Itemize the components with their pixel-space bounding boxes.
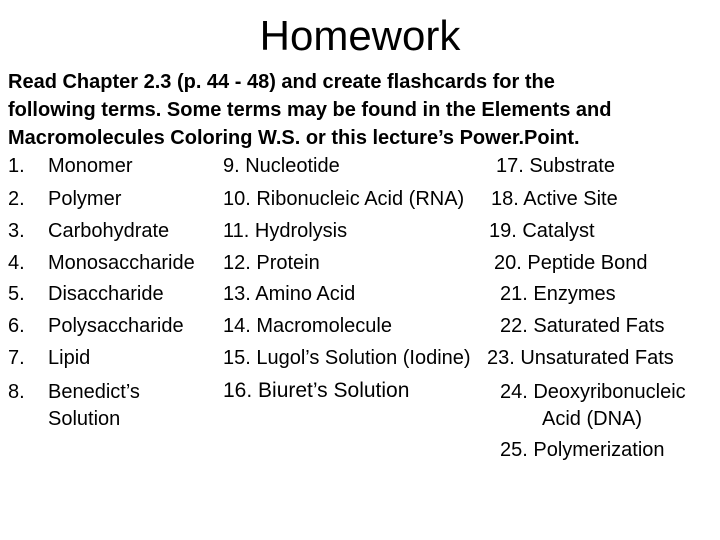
term-number: 7.: [8, 347, 25, 369]
instructions-line: Macromolecules Coloring W.S. or this lecture’s Power.Point.: [8, 127, 580, 149]
instructions-line: following terms. Some terms may be found in the Elements and: [8, 99, 612, 121]
term: Solution: [48, 408, 121, 430]
term: 20. Peptide Bond: [494, 252, 648, 274]
term: 16. Biuret’s Solution: [223, 379, 410, 402]
term: 14. Macromolecule: [223, 315, 392, 337]
term: Benedict’s: [48, 381, 140, 403]
term-number: 8.: [8, 381, 25, 403]
term: 12. Protein: [223, 252, 320, 274]
term-number: 3.: [8, 220, 25, 242]
term: 22. Saturated Fats: [500, 315, 665, 337]
term: Carbohydrate: [48, 220, 170, 242]
term: 15. Lugol’s Solution (Iodine): [223, 347, 471, 369]
term: 23. Unsaturated Fats: [487, 347, 674, 369]
term: 9. Nucleotide: [223, 155, 340, 177]
term-number: 4.: [8, 252, 25, 274]
term: 11. Hydrolysis: [223, 220, 348, 242]
term: Polysaccharide: [48, 315, 184, 337]
term: 21. Enzymes: [500, 283, 616, 305]
term: 13. Amino Acid: [223, 283, 356, 305]
term: 19. Catalyst: [489, 220, 595, 242]
term: Acid (DNA): [542, 408, 643, 430]
term-number: 5.: [8, 283, 25, 305]
term: 17. Substrate: [496, 155, 615, 177]
term: Polymer: [48, 188, 122, 210]
term: Disaccharide: [48, 283, 164, 305]
instructions-line: Read Chapter 2.3 (p. 44 - 48) and create flashcards for the: [8, 71, 555, 93]
term: Monosaccharide: [48, 252, 195, 274]
term-number: 1.: [8, 155, 25, 177]
term: 18. Active Site: [491, 188, 618, 210]
term: 24. Deoxyribonucleic: [500, 381, 686, 403]
term: Lipid: [48, 347, 91, 369]
term: Monomer: [48, 155, 133, 177]
term-number: 2.: [8, 188, 25, 210]
instructions: [8, 68, 714, 152]
term: 10. Ribonucleic Acid (RNA): [223, 188, 465, 210]
term: 25. Polymerization: [500, 439, 665, 461]
term-number: 6.: [8, 315, 25, 337]
slide-title: Homework: [259, 12, 461, 59]
